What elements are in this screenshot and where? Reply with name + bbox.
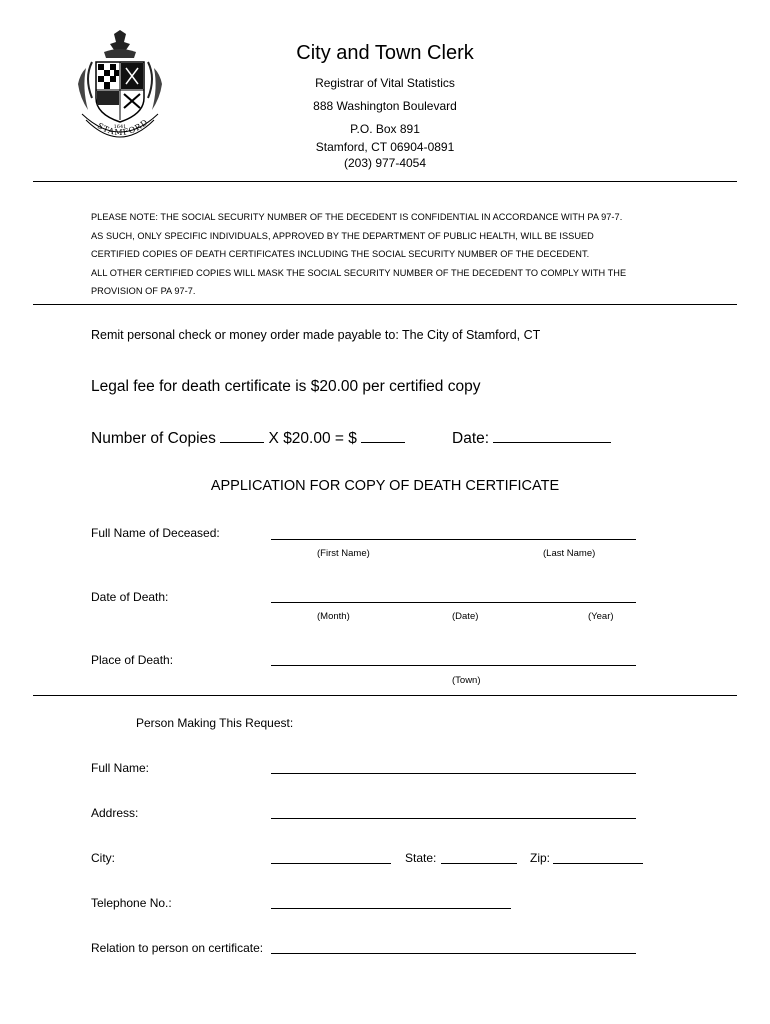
deceased-name-field[interactable] <box>271 539 636 540</box>
city-field[interactable] <box>271 863 391 864</box>
last-name-hint: (Last Name) <box>543 548 596 559</box>
copies-field[interactable] <box>220 428 264 443</box>
seal-year: 1641 <box>113 124 127 130</box>
notice-line-4: ALL OTHER CERTIFIED COPIES WILL MASK THE SOCIAL SECURITY NUMBER OF THE DECEDENT TO COMPLY WITH THE <box>91 267 627 278</box>
day-hint: (Date) <box>452 611 479 622</box>
notice-lead: PLEASE NOTE: <box>91 212 158 222</box>
year-hint: (Year) <box>588 611 614 622</box>
divider <box>33 304 737 305</box>
address-field[interactable] <box>271 818 636 819</box>
requester-name-label: Full Name: <box>91 761 150 775</box>
seal-ribbon-text: STAMFORD <box>95 117 151 138</box>
price-multiplier: X $20.00 = $ <box>268 430 357 447</box>
zip-field[interactable] <box>553 863 643 864</box>
date-field[interactable] <box>493 428 611 443</box>
registrar-line: Registrar of Vital Statistics <box>315 76 455 90</box>
divider <box>33 181 737 182</box>
place-of-death-field[interactable] <box>271 665 636 666</box>
remit-instructions: Remit personal check or money order made payable to: The City of Stamford, CT <box>91 328 541 342</box>
town-hint: (Town) <box>452 675 481 686</box>
first-name-hint: (First Name) <box>317 548 370 559</box>
notice-line-2: AS SUCH, ONLY SPECIFIC INDIVIDUALS, APPROVED BY THE DEPARTMENT OF PUBLIC HEALTH, WILL BE ISSUED <box>91 230 594 241</box>
state-label: State: <box>405 851 437 865</box>
fee-statement: Legal fee for death certificate is $20.00 per certified copy <box>91 378 481 395</box>
city-label: City: <box>91 851 115 865</box>
po-box: P.O. Box 891 <box>350 122 420 136</box>
city-seal-logo <box>74 28 166 156</box>
phone-number: (203) 977-4054 <box>343 156 427 170</box>
ssn-notice <box>91 208 711 301</box>
notice-line-5: PROVISION OF PA 97-7. <box>91 286 196 296</box>
address-label: Address: <box>91 806 139 820</box>
zip-label: Zip: <box>530 851 551 865</box>
relation-label: Relation to person on certificate: <box>91 941 264 955</box>
month-hint: (Month) <box>317 611 350 622</box>
place-of-death-label: Place of Death: <box>91 653 174 667</box>
street-address: 888 Washington Boulevard <box>313 99 457 113</box>
notice-line-1: THE SOCIAL SECURITY NUMBER OF THE DECEDENT IS CONFIDENTIAL IN ACCORDANCE WITH PA 97-7. <box>160 212 623 222</box>
requester-section-title: Person Making This Request: <box>136 716 294 730</box>
city-state-zip: Stamford, CT 06904-0891 <box>315 140 455 154</box>
copies-row <box>91 428 405 448</box>
copies-label: Number of Copies <box>91 430 216 447</box>
date-of-death-field[interactable] <box>271 602 636 603</box>
state-field[interactable] <box>441 863 517 864</box>
date-of-death-label: Date of Death: <box>91 590 169 604</box>
requester-name-field[interactable] <box>271 773 636 774</box>
telephone-label: Telephone No.: <box>91 896 172 910</box>
divider <box>33 695 737 696</box>
relation-field[interactable] <box>271 953 636 954</box>
application-title: APPLICATION FOR COPY OF DEATH CERTIFICATE <box>210 478 560 494</box>
page-title: City and Town Clerk <box>296 42 474 64</box>
total-field[interactable] <box>361 428 405 443</box>
date-row <box>452 428 611 448</box>
date-label: Date: <box>452 430 490 447</box>
telephone-field[interactable] <box>271 908 511 909</box>
notice-line-3: CERTIFIED COPIES OF DEATH CERTIFICATES INCLUDING THE SOCIAL SECURITY NUMBER OF THE DECEDENT. <box>91 249 590 259</box>
deceased-name-label: Full Name of Deceased: <box>91 526 220 540</box>
